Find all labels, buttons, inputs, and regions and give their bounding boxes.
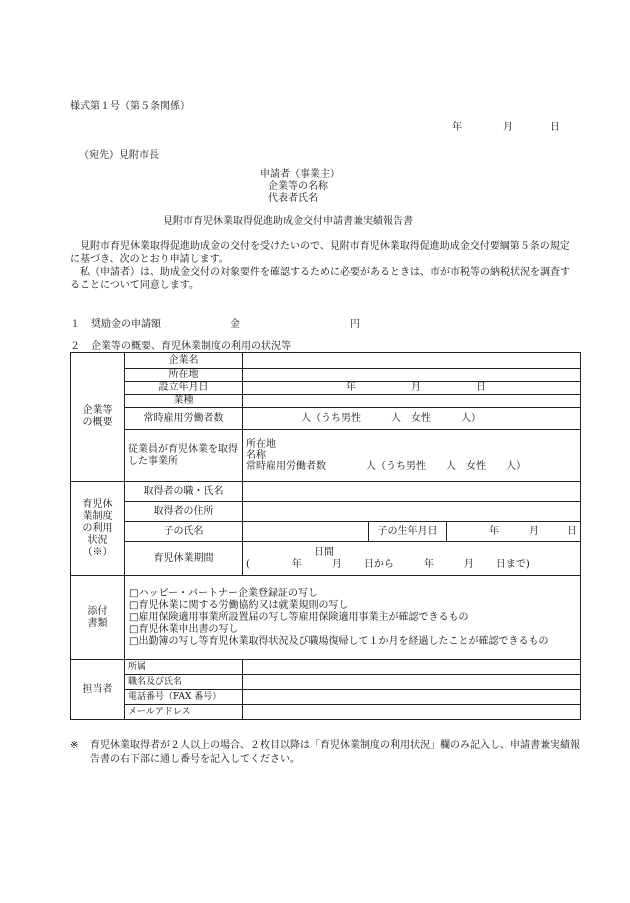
contact-phone-label: 電話番号（FAX 番号） bbox=[125, 690, 243, 705]
child-name-field[interactable] bbox=[243, 522, 369, 542]
leave-period-field[interactable]: 日間 ( 年 月 日から 年 月 日まで) bbox=[243, 542, 581, 576]
date-month-label: 月 bbox=[503, 122, 513, 133]
section2-number: ２ bbox=[70, 341, 80, 352]
company-name-label: 企業名 bbox=[125, 353, 243, 369]
workers-label: 常時雇用労働者数 bbox=[125, 408, 243, 430]
leave-period-label: 育児休業期間 bbox=[125, 542, 243, 576]
body-paragraph-2: 私（申請者）は、助成金交付の対象要件を確認するために必要があるときは、市が市税等の納税状況を調査することについて同意します。 bbox=[70, 267, 570, 291]
established-field[interactable]: 年 月 日 bbox=[243, 382, 581, 395]
addressee: （宛先）見附市長 bbox=[79, 150, 159, 161]
section1-label: 奨励金の申請額 bbox=[91, 319, 161, 330]
section1-kin: 金 bbox=[230, 319, 240, 330]
table-row bbox=[71, 482, 581, 502]
established-label: 設立年月日 bbox=[125, 382, 243, 395]
applicant-block bbox=[260, 169, 340, 205]
office-field[interactable]: 所在地 名称 常時雇用労働者数 人（うち男性 人 女性 人） bbox=[243, 430, 581, 482]
table-row bbox=[71, 675, 581, 690]
table-row bbox=[71, 705, 581, 720]
section1-yen: 円 bbox=[350, 319, 360, 330]
taker-address-field[interactable] bbox=[243, 502, 581, 522]
application-form-table bbox=[70, 352, 581, 720]
table-row bbox=[71, 395, 581, 408]
attachments-list bbox=[125, 576, 581, 660]
taker-name-label: 取得者の職・氏名 bbox=[125, 482, 243, 502]
document-title: 見附市育児休業取得促進助成金交付申請書兼実績報告書 bbox=[163, 216, 413, 227]
contact-email-label: メールアドレス bbox=[125, 705, 243, 720]
child-birth-field[interactable]: 年 月 日 bbox=[447, 522, 581, 542]
table-row bbox=[71, 382, 581, 395]
applicant-company-name-label: 企業等の名称 bbox=[268, 181, 328, 192]
attachment-item[interactable]: □雇用保険適用事業所設置届の写し等雇用保険適用事業主が確認できるもの bbox=[129, 611, 469, 623]
address-label: 所在地 bbox=[125, 369, 243, 382]
table-row bbox=[71, 408, 581, 430]
group-company-label: 企業等の概要 bbox=[71, 353, 125, 482]
contact-dept-field[interactable] bbox=[243, 660, 581, 675]
group-contact-label: 担当者 bbox=[71, 660, 125, 720]
body-text bbox=[70, 240, 570, 292]
contact-dept-label: 所属 bbox=[125, 660, 243, 675]
form-number: 様式第１号（第５条関係） bbox=[70, 101, 190, 112]
table-row bbox=[71, 690, 581, 705]
contact-email-field[interactable] bbox=[243, 705, 581, 720]
table-row bbox=[71, 369, 581, 382]
contact-name-field[interactable] bbox=[243, 675, 581, 690]
group-leave-label: 育児休業制度の利用状況（※） bbox=[71, 482, 125, 576]
section2-label: 企業等の概要、育児休業制度の利用の状況等 bbox=[91, 341, 291, 352]
address-field[interactable] bbox=[243, 369, 581, 382]
industry-field[interactable] bbox=[243, 395, 581, 408]
company-name-field[interactable] bbox=[243, 353, 581, 369]
table-row bbox=[71, 353, 581, 369]
applicant-representative-label: 代表者氏名 bbox=[268, 193, 318, 204]
date-day-label: 日 bbox=[550, 122, 560, 133]
body-paragraph-1: 見附市育児休業取得促進助成金の交付を受けたいので、見附市育児休業取得促進助成金交付要綱第５条の規定に基づき、次のとおり申請します。 bbox=[70, 241, 570, 265]
industry-label: 業種 bbox=[125, 395, 243, 408]
workers-field[interactable]: 人（うち男性 人 女性 人） bbox=[243, 408, 581, 430]
date-year-label: 年 bbox=[452, 122, 462, 133]
footnote-mark: ※ bbox=[70, 740, 79, 751]
contact-name-label: 職名及び氏名 bbox=[125, 675, 243, 690]
office-label: 従業員が育児休業を取得した事業所 bbox=[125, 430, 243, 482]
taker-address-label: 取得者の住所 bbox=[125, 502, 243, 522]
table-row bbox=[71, 660, 581, 675]
applicant-line1: 申請者（事業主） bbox=[260, 169, 340, 180]
section1-number: １ bbox=[70, 319, 80, 330]
table-row bbox=[71, 502, 581, 522]
footnote bbox=[70, 739, 580, 767]
contact-phone-field[interactable] bbox=[243, 690, 581, 705]
attachment-item[interactable]: □育児休業に関する労働協約又は就業規則の写し bbox=[129, 599, 349, 611]
attachment-item[interactable]: □育児休業申出書の写し bbox=[129, 623, 239, 635]
child-name-label: 子の氏名 bbox=[125, 522, 243, 542]
attachment-item[interactable]: □ハッピー・パートナー企業登録証の写し bbox=[129, 587, 319, 599]
child-birth-label: 子の生年月日 bbox=[369, 522, 447, 542]
table-row bbox=[71, 522, 581, 542]
attachment-item[interactable]: □出勤簿の写し等育児休業取得状況及び職場復帰して１か月を経過したことが確認できるもの bbox=[129, 635, 549, 647]
footnote-text: 育児休業取得者が２人以上の場合、２枚目以降は「育児休業制度の利用状況」欄のみ記入し、申請書兼実績報告書の右下部に通し番号を記入してください。 bbox=[90, 740, 580, 765]
group-attach-label: 添付書類 bbox=[71, 576, 125, 660]
table-row bbox=[71, 542, 581, 576]
table-row bbox=[71, 430, 581, 482]
taker-name-field[interactable] bbox=[243, 482, 581, 502]
table-row bbox=[71, 576, 581, 660]
